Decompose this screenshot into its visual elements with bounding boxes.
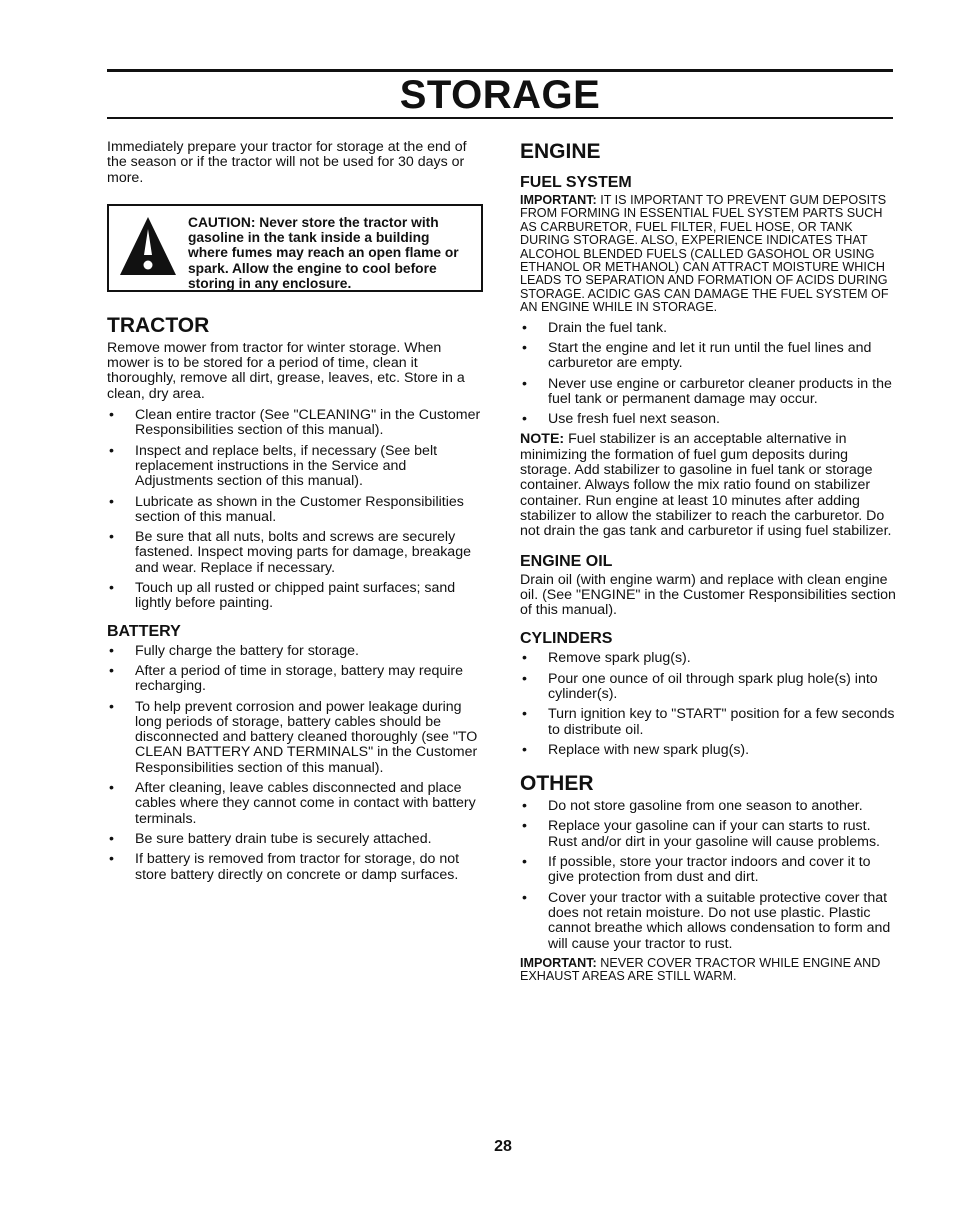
list-item: • If possible, store your tractor indoors and cover it to give protection from dust and dirt.: [520, 855, 898, 886]
right-column: [520, 140, 898, 984]
important-label: IMPORTANT:: [520, 193, 597, 207]
important-text: NEVER COVER TRACTOR WHILE ENGINE AND EXHAUST AREAS ARE STILL WARM.: [520, 955, 881, 984]
other-bullet-list: [520, 799, 898, 952]
list-item: • Drain the fuel tank.: [520, 321, 898, 336]
tractor-paragraph: Remove mower from tractor for winter storage. When mower is to be stored for a period of time, clean it thoroughly, remove all dirt, grease, leaves, etc. Store in a clean, dry area.: [107, 339, 465, 402]
cylinders-bullet-list: [520, 651, 898, 758]
list-item: • If battery is removed from tractor for storage, do not store battery directly on concrete or damp surfaces.: [107, 852, 483, 883]
list-item: • Pour one ounce of oil through spark plug hole(s) into cylinder(s).: [520, 672, 898, 703]
other-heading: OTHER: [520, 772, 594, 796]
list-item: • Fully charge the battery for storage.: [107, 644, 483, 659]
caution-text: CAUTION: Never store the tractor with gasoline in the tank inside a building where fumes may reach an open flame or spark. Allow the engine to cool before storing in any enclosure.: [188, 214, 459, 291]
engine-oil-paragraph: Drain oil (with engine warm) and replace with clean engine oil. (See "ENGINE" in the Customer Responsibilities section of this manual).: [520, 571, 896, 619]
fuel-system-important: [520, 194, 898, 315]
page-title: STORAGE: [399, 73, 601, 117]
list-item: • Start the engine and let it run until the fuel lines and carburetor are empty.: [520, 341, 898, 372]
list-item: • Remove spark plug(s).: [520, 651, 898, 666]
list-item: • Turn ignition key to "START" position for a few seconds to distribute oil.: [520, 707, 898, 738]
list-item: • Replace your gasoline can if your can starts to rust. Rust and/or dirt in your gasoline will cause problems.: [520, 819, 898, 850]
list-item: • Clean entire tractor (See "CLEANING" in the Customer Responsibilities section of this manual).: [107, 408, 483, 439]
list-item: • Be sure that all nuts, bolts and screws are securely fastened. Inspect moving parts for damage, breakage and wear. Replace if necessary.: [107, 530, 483, 576]
fuel-system-bullet-list: [520, 321, 898, 428]
engine-heading: ENGINE: [520, 140, 601, 163]
warning-triangle-icon: [119, 215, 177, 277]
list-item: • To help prevent corrosion and power leakage during long periods of storage, battery cables should be disconnected and battery cleaned thoroughly (see "TO CLEAN BATTERY AND TERMINALS" in the Customer Responsibilities section of this manual).: [107, 700, 483, 776]
fuel-stabilizer-note: [520, 432, 898, 539]
caution-box: [107, 204, 483, 292]
cylinders-heading: CYLINDERS: [520, 630, 613, 648]
title-rule-top: [107, 69, 893, 72]
list-item: • Use fresh fuel next season.: [520, 412, 898, 427]
list-item: • Touch up all rusted or chipped paint surfaces; sand lightly before painting.: [107, 581, 483, 612]
list-item: • Never use engine or carburetor cleaner products in the fuel tank or permanent damage may occur.: [520, 377, 898, 408]
note-text: Fuel stabilizer is an acceptable alternative in minimizing the formation of fuel gum deposits during storage. Add stabilizer to gasoline in fuel tank or storage container. Always follow the mix ratio found on stabilizer container. Run engine at least 10 minutes after adding stabilizer to allow the stabilizer to reach the carburetor. Do not drain the gas tank and carburetor if using fuel stabilizer.: [520, 431, 892, 540]
important-text: IT IS IMPORTANT TO PREVENT GUM DEPOSITS FROM FORMING IN ESSENTIAL FUEL SYSTEM PARTS SUCH AS CARBURETOR, FUEL FILTER, FUEL HOSE, OR TANK DURING STORAGE. ALSO, EXPERIENCE INDICATES THAT ALCOHOL BLENDED FUELS (CALLED GASOHOL OR USING ETHANOL OR METHANOL) CAN ATTRACT MOISTURE WHICH LEADS TO SEPARATION AND FORMATION OF ACIDS DURING STORAGE. ACIDIC GAS CAN DAMAGE THE FUEL SYSTEM OF AN ENGINE WHILE IN STORAGE.: [520, 193, 889, 315]
tractor-heading: TRACTOR: [107, 313, 210, 337]
list-item: • After a period of time in storage, battery may require recharging.: [107, 664, 483, 695]
list-item: • Do not store gasoline from one season to another.: [520, 799, 898, 814]
important-label: IMPORTANT:: [520, 955, 597, 970]
list-item: • Replace with new spark plug(s).: [520, 743, 898, 758]
page-number: 28: [494, 1138, 512, 1155]
intro-paragraph: Immediately prepare your tractor for storage at the end of the season or if the tractor will not be used for 30 days or more.: [107, 139, 467, 186]
note-label: NOTE:: [520, 431, 565, 448]
battery-bullet-list: [107, 644, 483, 883]
list-item: • Cover your tractor with a suitable protective cover that does not retain moisture. Do not use plastic. Plastic cannot breathe which allows condensation to form and will cause your tractor to rust.: [520, 891, 898, 952]
list-item: • After cleaning, leave cables disconnected and place cables where they cannot come in contact with battery terminals.: [107, 781, 483, 827]
engine-oil-heading: ENGINE OIL: [520, 552, 613, 570]
tractor-bullet-list: [107, 408, 483, 612]
list-item: • Lubricate as shown in the Customer Responsibilities section of this manual.: [107, 495, 483, 526]
left-column: [107, 140, 483, 888]
title-rule-bottom: [107, 117, 893, 119]
list-item: • Be sure battery drain tube is securely attached.: [107, 832, 483, 847]
other-important: [520, 957, 898, 984]
list-item: • Inspect and replace belts, if necessary (See belt replacement instructions in the Service and Adjustments section of this manual).: [107, 444, 483, 490]
fuel-system-heading: FUEL SYSTEM: [520, 174, 632, 191]
battery-heading: BATTERY: [107, 622, 181, 640]
